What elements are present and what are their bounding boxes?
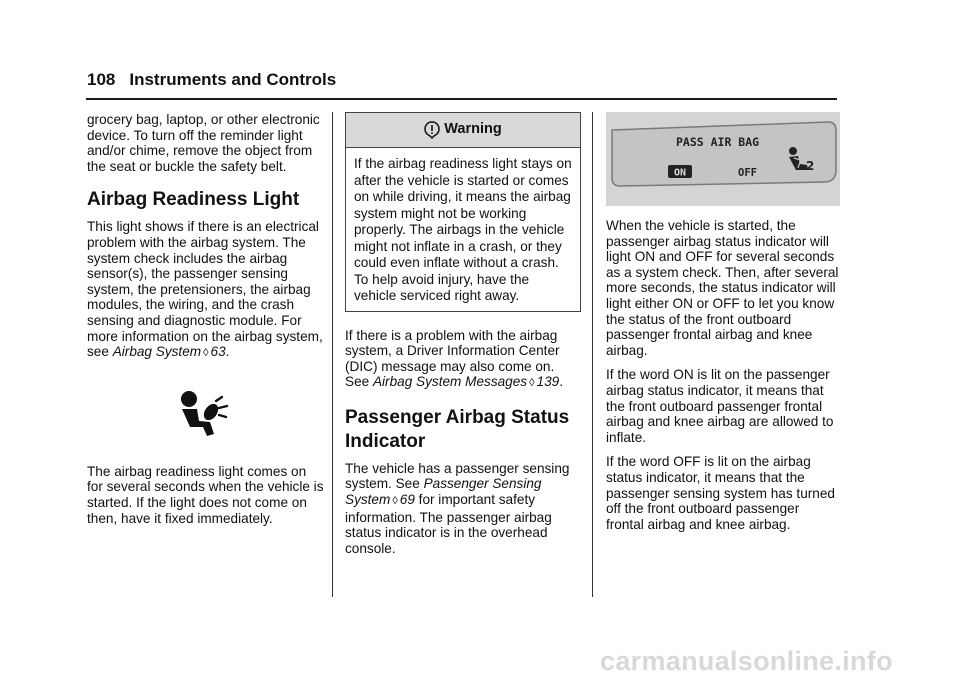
paragraph-end: for important safety information. The passenger airbag status indicator is in the overhead console. <box>345 492 552 556</box>
paragraph: If the word ON is lit on the passenger airbag status indicator, it means that the front outboard passenger frontal airbag and knee airbag are allowed to inflate. <box>606 367 834 445</box>
heading-passenger-airbag-status: Passenger Airbag Status Indicator <box>345 406 570 452</box>
paragraph-end: . <box>225 344 230 360</box>
warning-title: Warning <box>444 121 502 138</box>
link-airbag-system[interactable]: Airbag System <box>112 344 202 360</box>
paragraph <box>345 461 581 557</box>
indicator-graphic <box>606 112 840 206</box>
page-header <box>87 70 837 90</box>
watermark: carmanualsonline.info <box>600 646 893 676</box>
seat-number: 2 <box>806 159 815 173</box>
heading-airbag-readiness-light: Airbag Readiness Light <box>87 189 300 211</box>
page-number: 108 <box>87 70 116 89</box>
paragraph: When the vehicle is started, the passenger airbag status indicator will light ON and OFF for several seconds as a system check. Then, after several more seconds, the status indicator will light either ON or OFF to let you know the status of the front outboard passenger frontal airbag and knee airbag. <box>606 218 839 358</box>
paragraph <box>87 219 325 361</box>
warning-text: If the airbag readiness light stays on after the vehicle is started or comes on while driving, it means the airbag system might not be working properly. The airbags in the vehicle might not inflate in a crash, or they could even inflate without a crash. To help avoid injury, have the vehicle serviced right away. <box>354 156 572 303</box>
page-ref-icon: ◊ <box>392 495 398 508</box>
paragraph-text: This light shows if there is an electrical problem with the airbag system. The system check includes the airbag sensor(s), the passenger sensing system, the pretensioners, the airbag modules, the wiring, and the crash sensing and diagnostic module. For more information on the airbag system, see <box>87 219 323 360</box>
warning-header <box>346 113 580 148</box>
off-indicator: OFF <box>738 167 757 179</box>
header-rule <box>86 98 837 100</box>
paragraph-end: . <box>559 374 563 390</box>
column-1 <box>87 112 325 535</box>
column-2 <box>345 112 581 565</box>
link-airbag-system-messages[interactable]: Airbag System Messages <box>372 374 528 390</box>
paragraph: grocery bag, laptop, or other electronic device. To turn off the reminder light and/or chime, remove the object from the seat or buckle the safety belt. <box>87 112 320 174</box>
airbag-readiness-icon <box>179 390 231 440</box>
link-passenger-sensing-system[interactable]: Passenger Sensing System <box>345 476 542 508</box>
page-ref-icon: ◊ <box>203 347 209 360</box>
column-divider <box>332 112 333 597</box>
page-ref-number[interactable]: 69 <box>399 492 415 508</box>
column-divider <box>592 112 593 597</box>
on-indicator: ON <box>673 167 687 179</box>
passenger-airbag-indicator-panel <box>606 112 840 206</box>
section-title: Instruments and Controls <box>129 70 337 89</box>
paragraph: If the word OFF is lit on the airbag status indicator, it means that the passenger sensing system has turned off the front outboard passenger frontal airbag and knee airbag. <box>606 454 835 532</box>
column-3 <box>606 112 840 541</box>
paragraph-text: The vehicle has a passenger sensing system. See <box>345 460 570 492</box>
paragraph <box>345 328 581 392</box>
page-ref-icon: ◊ <box>529 377 535 390</box>
page-ref-number[interactable]: 63 <box>210 344 226 360</box>
page-ref-number[interactable]: 139 <box>536 374 560 390</box>
paragraph: The airbag readiness light comes on for several seconds when the vehicle is started. If the light does not come on then, have it fixed immediately. <box>87 463 324 526</box>
pass-air-bag-label: PASS AIR BAG <box>676 135 760 149</box>
warning-box <box>345 112 581 312</box>
paragraph-text: If there is a problem with the airbag system, a Driver Information Center (DIC) message may also come on. See <box>345 327 560 390</box>
warning-icon <box>424 121 440 139</box>
